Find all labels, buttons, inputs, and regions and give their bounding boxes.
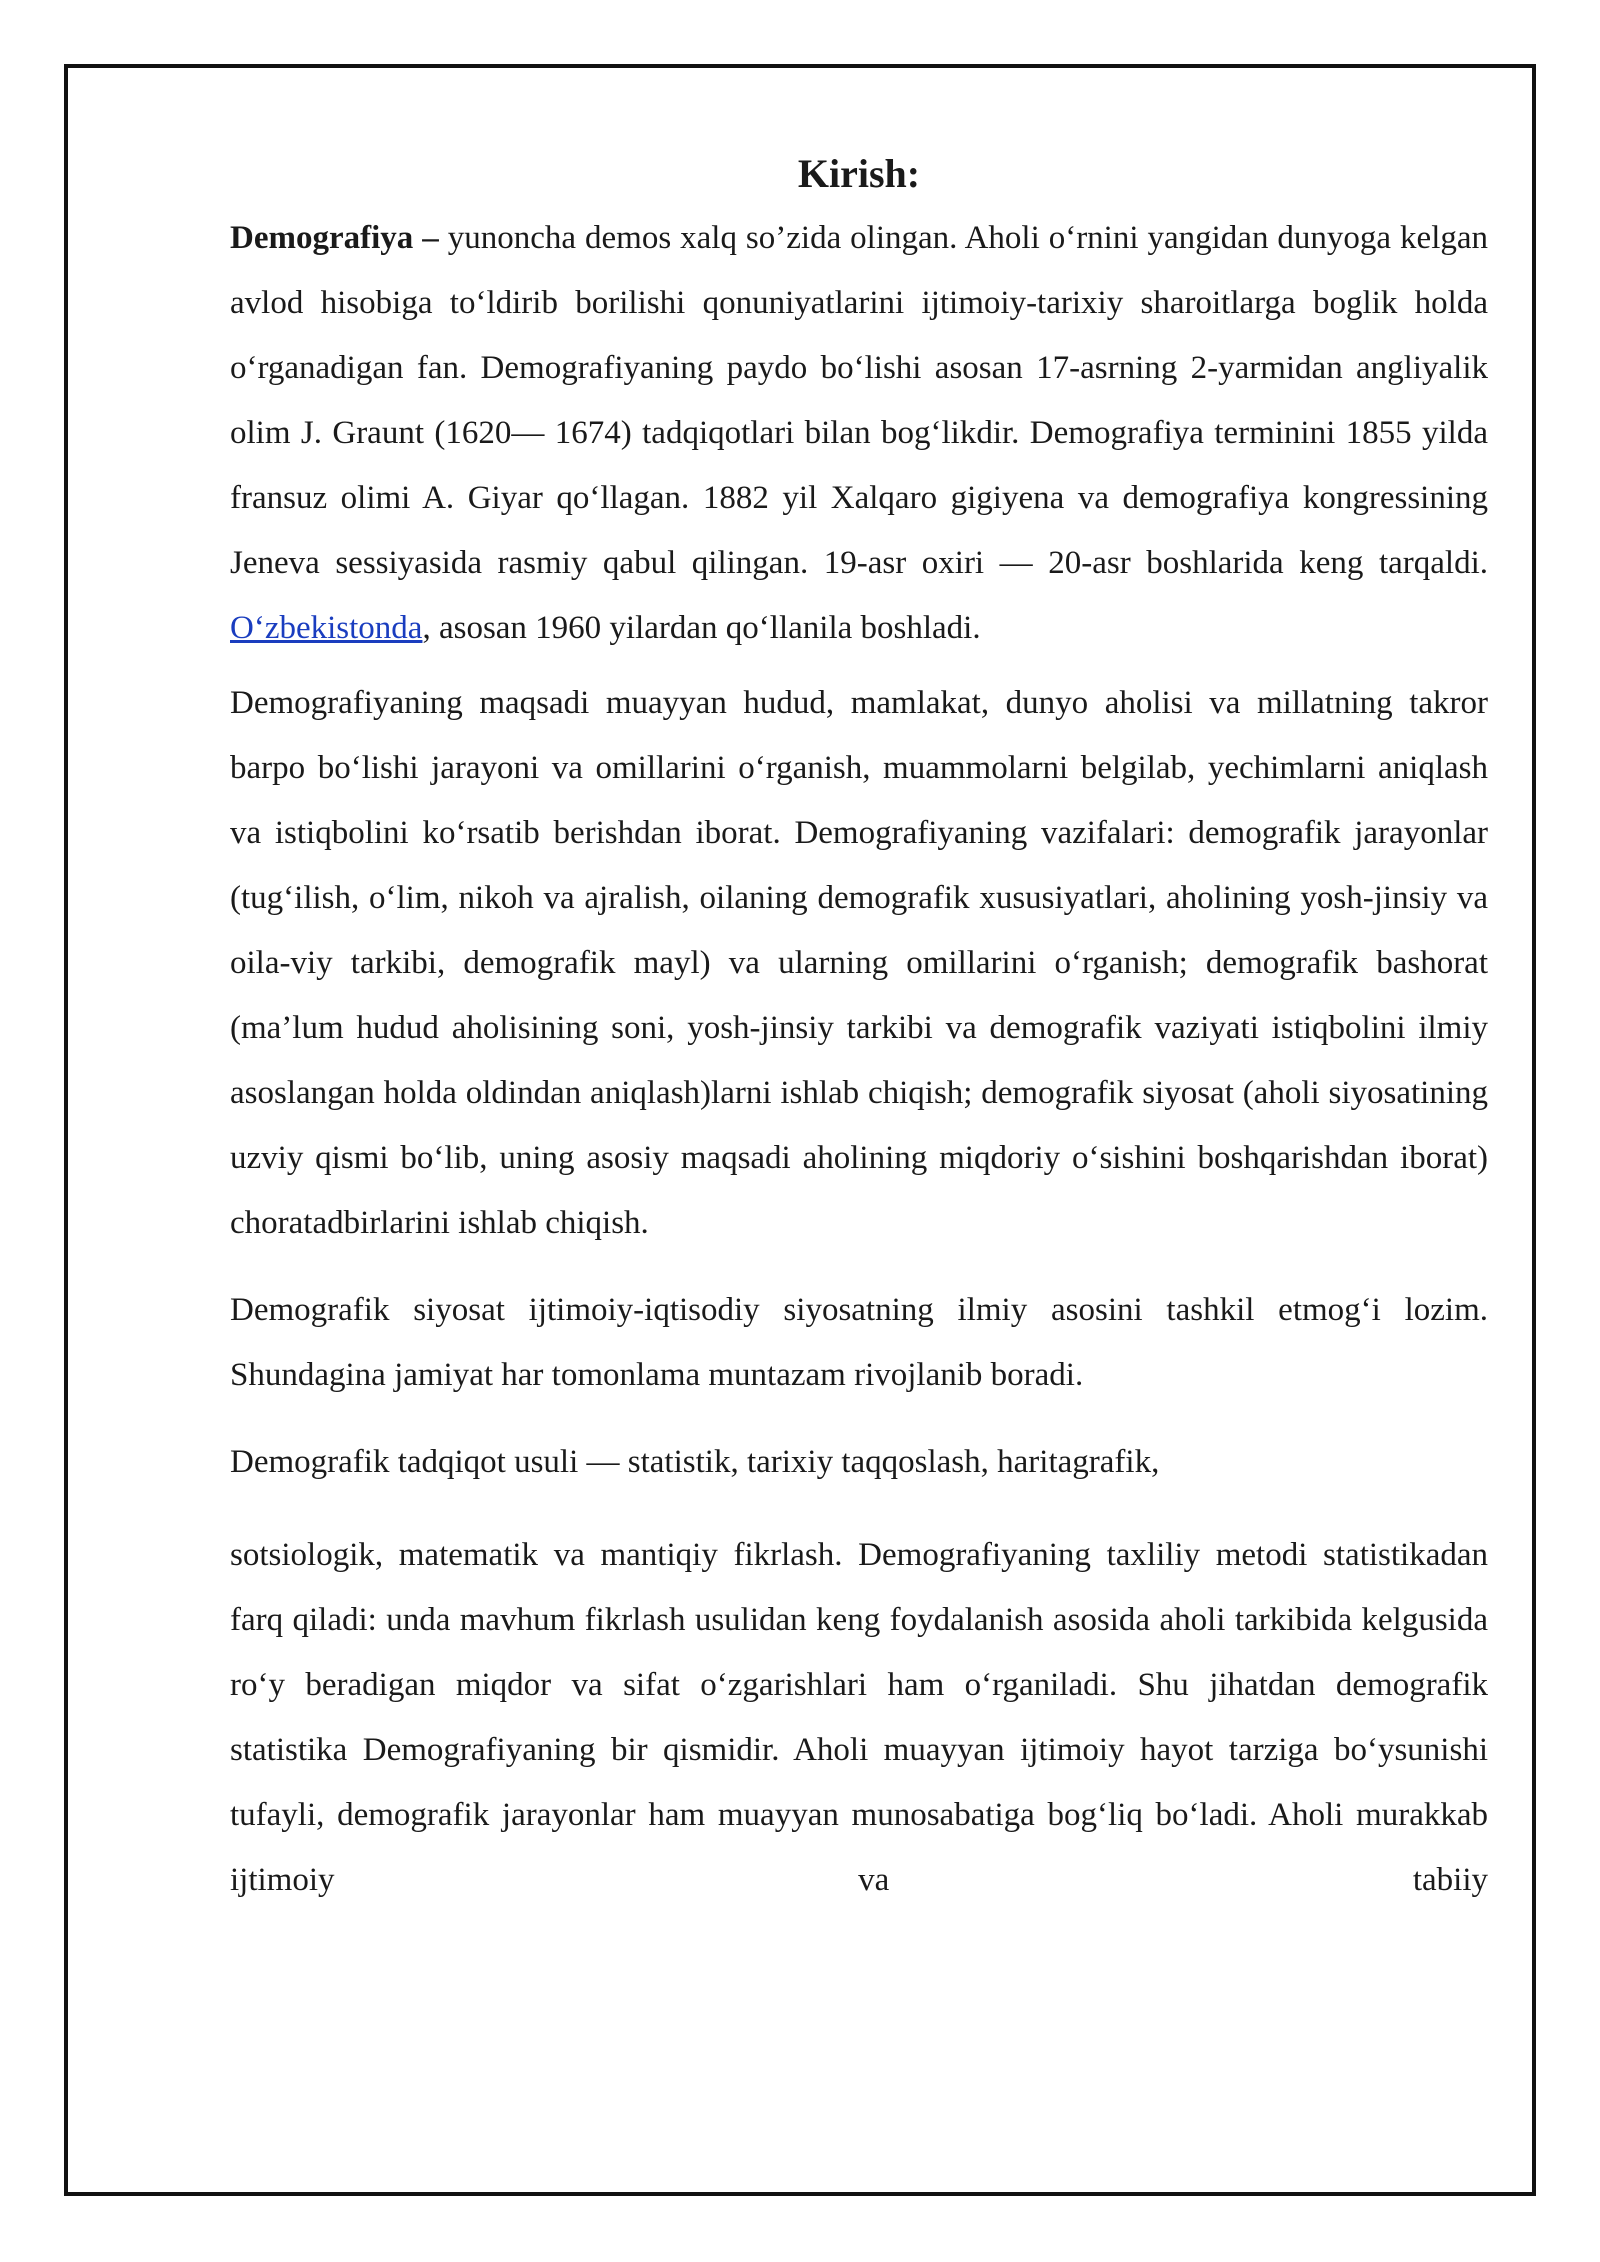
paragraph-methods-continued: sotsiologik, matematik va mantiqiy fikrlash. Demografiyaning taxliliy metodi statistikadan farq qiladi: unda mavhum fikrlash usulidan keng foydalanish asosida aholi tarkibida kelgusida ro‘y beradigan miqdor va sifat o‘zgarishlari ham o‘rganiladi. Shu jihatdan demografik statistika Demografiyaning bir qismidir. Aholi muayyan ijtimoiy hayot tarziga bo‘ysunishi tufayli, demografik jarayonlar ham muayyan munosabatiga bog‘liq bo‘ladi. Aholi murakkab ijtimoiy va tabiiy [230, 1537, 1488, 1898]
document-body [230, 150, 1488, 1913]
uzbekistan-link[interactable]: O‘zbekistonda [230, 610, 423, 646]
paragraph-definition [230, 206, 1488, 661]
paragraph-text: yunoncha demos xalq so’zida olingan. Aholi o‘rnini yangidan dunyoga kelgan avlod hisobiga to‘ldirib borilishi qonuniyatlarini ijtimoiy-tarixiy sharoitlarga boglik holda o‘rganadigan fan. Demografiyaning paydo bo‘lishi asosan 17-asrning 2-yarmidan angliyalik olim J. Graunt (1620— 1674) tadqiqotlari bilan bog‘likdir. Demografiya terminini 1855 yilda fransuz olimi A. Giyar qo‘llagan. 1882 yil Xalqaro gigiyena va demografiya kongressining Jeneva sessiyasida rasmiy qabul qilingan. 19-asr oxiri — 20-asr boshlarida keng tarqaldi. [230, 220, 1489, 581]
paragraph-goals: Demografiyaning maqsadi muayyan hudud, mamlakat, dunyo aholisi va millatning takror barpo bo‘lishi jarayoni va omillarini o‘rganish, muammolarni belgilab, yechimlarni aniqlash va istiqbolini ko‘rsatib berishdan iborat. Demografiyaning vazifalari: demografik jarayonlar (tug‘ilish, o‘lim, nikoh va ajralish, oilaning demografik xususiyatlari, aholining yosh-jinsiy va oila-viy tarkibi, demografik mayl) va ularning omillarini o‘rganish; demografik bashorat (ma’lum hudud aholisining soni, yosh-jinsiy tarkibi va demografik vaziyati istiqbolini ilmiy asoslangan holda oldindan aniqlash)larni ishlab chiqish; demografik siyosat (aholi siyosatining uzviy qismi bo‘lib, uning asosiy maqsadi aholining miqdoriy o‘sishini boshqarishdan iborat) choratadbirlarini ishlab chiqish. [230, 685, 1488, 1241]
term-dash: – [413, 220, 448, 256]
paragraph-text: , asosan 1960 yilardan qo‘llanila boshladi. [422, 610, 981, 646]
defined-term: Demografiya [230, 220, 414, 256]
paragraph-methods: Demografik tadqiqot usuli — statistik, tarixiy taqqoslash, haritagrafik, [230, 1444, 1160, 1480]
page-title: Kirish: [797, 151, 921, 196]
paragraph-policy: Demografik siyosat ijtimoiy-iqtisodiy siyosatning ilmiy asosini tashkil etmog‘i lozim. Shundagina jamiyat har tomonlama muntazam rivojlanib boradi. [230, 1292, 1488, 1393]
